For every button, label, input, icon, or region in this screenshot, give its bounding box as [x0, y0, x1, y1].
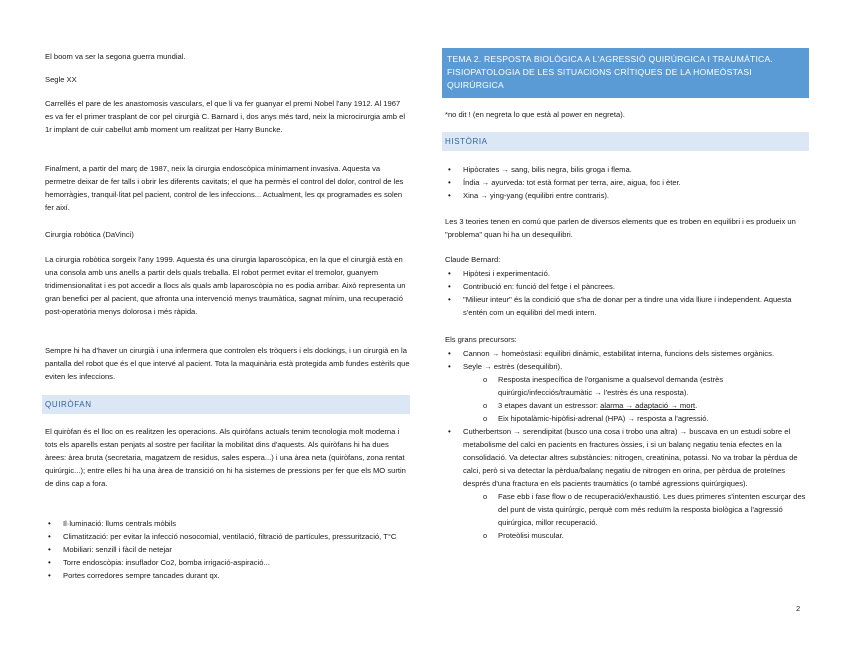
sub-list-item: o Proteòlisi muscular.	[445, 529, 809, 542]
subheading-precursors: Els grans precursors:	[445, 335, 517, 344]
list-item: • Hipòtesi i experimentació.	[445, 267, 809, 280]
list-item: • Índia → ayurveda: tot està format per terra, aire, aigua, foc i èter.	[445, 176, 809, 189]
list-item: • Xina → ying-yang (equilibri entre contraris).	[445, 189, 809, 202]
subheading-segle-xx: Segle XX	[45, 75, 77, 84]
section-heading-quirofan: QUIRÒFAN	[42, 395, 410, 414]
sub-list-item: o Resposta inespecífica de l'organisme a qualsevol demanda (estrès quirúrgic/infecciós/traumàtic → l'estrès és una resposta).	[445, 373, 809, 399]
chapter-title: TEMA 2. RESPOSTA BIOLÒGICA A L'AGRESSIÓ QUIRÚRGICA I TRAUMÀTICA. FISIOPATOLOGIA DE LES SITUACIONS CRÍTIQUES DE LA HOMEÒSTASI QUIRÚRGICA	[442, 48, 809, 98]
paragraph: Carrellés el pare de les anastomosis vasculars, el que li va fer guanyar el premi Nobel l'any 1912. Al 1967 es va fer el primer trasplant de cor pel cirurgià C. Barnard i, dos anys més tard, neix la microcirurgia amb el 1r implant de cuir cabellut amb moment um realitzat per Harry Buncke.	[45, 99, 406, 134]
section-heading-historia: HISTÒRIA	[442, 132, 809, 151]
quirofan-list	[45, 517, 410, 582]
page-number: 2	[796, 604, 801, 613]
list-item: • Torre endoscòpia: insuflador Co2, bomba irrigació-aspiració...	[45, 556, 410, 569]
precursors-list	[445, 347, 809, 542]
list-item: • Cutherbertson → serendipitat (busco una cosa i trobo una altra) → buscava en un estudi sobre el metabolisme del calci en pacients en fractures òssies, i si un balanç negatiu tenia efectes en la consolidació. Va detectar altres substàncies: nitrogen, creatinina, potassi. No va trobar la pèrdua de calci, però si va detectar la pèrdua/balanç negatiu de nitrogen en orina, per pèrdua de proteïnes després d'una fractura en els pacients traumàtics (o també agressions quirúrgiques).	[445, 425, 809, 490]
note: *no dit ! (en negreta lo que està al power en negreta).	[445, 110, 625, 119]
paragraph: La cirurgia robòtica sorgeix l'any 1999. Aquesta és una cirurgia laparoscòpica, en la que el cirurgià està en una consola amb uns anells a partir dels quals treballa. El robot permet evitar el tremolor, guanyem tridimensionalitat i es pot accedir a llocs als quals amb laparoscòpia no es podia arribar. Això representa un gran benefici per al pacient, que afronta una intervenció menys traumàtica, sagnat mínim, una recuperació post-operatòria menys dolorosa i més ràpida.	[45, 255, 406, 316]
list-item: • Il·luminació: llums centrals mòbils	[45, 517, 410, 530]
stages-underlined: alarma → adaptació → mort	[600, 401, 696, 410]
sub-list-item	[445, 399, 809, 412]
paragraph: Les 3 teories tenen en comú que parlen de diversos elements que es troben en equilibri i es produeix un "problema" quan hi ha un desequilibri.	[445, 217, 796, 239]
list-item: • Cannon → homeòstasi: equilibri dinàmic, estabilitat interna, funcions dels sistemes orgànics.	[445, 347, 809, 360]
list-item: • Climatització: per evitar la infecció nosocomial, ventilació, filtració de partícules, pressurització, T°C	[45, 530, 410, 543]
sub-item-text: .	[695, 401, 698, 410]
list-item: • Mobiliari: senzill i fàcil de netejar	[45, 543, 410, 556]
paragraph: El quiròfan és el lloc on es realitzen les operacions. Als quiròfans actuals tenim tecnologia molt moderna i tots els aparells estan penjats al sostre per facilitar la mobilitat dins d'aquests. Als quiròfans hi ha dues àrees: àrea bruta (secretaria, magatzem de residus, sales espera...) i una àrea neta (quiròfans, zona rentat quirúrgic...); entre elles hi ha una àrea de transició on hi ha sistemes de pressions per fer que els MO surtin de dins cap a fora.	[45, 427, 406, 488]
paragraph: Sempre hi ha d'haver un cirurgià i una infermera que controlen els tròquers i els dockings, i un cirurgià en la pantalla del robot que és el que intervé al pacient. Tota la maquinària està protegida amb fundes estèrils que eviten les infeccions.	[45, 346, 410, 381]
history-list	[445, 163, 809, 202]
list-item: • "Milieur inteur" és la condició que s'ha de donar per a tindre una vida lliure i independent. Aquesta s'entén com un equilibri del medi intern.	[445, 293, 809, 319]
list-item: • Contribució en: funció del fetge i el pàncrees.	[445, 280, 809, 293]
sub-list-item: o Eix hipotalàmic-hipòfisi-adrenal (HPA) → resposta a l'agressió.	[445, 412, 809, 425]
claude-list	[445, 267, 809, 319]
list-item: • Portes corredores sempre tancades durant qx.	[45, 569, 410, 582]
sub-list-item: o Fase ebb i fase flow o de recuperació/exhaustió. Les dues primeres s'intenten escurçar des del punt de vista quirúrgic, perquè com més reduïm la resposta biològica a l'agressió quirúrgica, millor recuperació.	[445, 490, 809, 529]
sub-item-text: 3 etapes davant un estressor:	[498, 401, 601, 410]
list-item: • Seyle → estrès (desequilibri).	[445, 360, 809, 373]
subheading-claude-bernard: Claude Bernard:	[445, 255, 501, 264]
list-item: • Hipòcrates → sang, bilis negra, bilis groga i flema.	[445, 163, 809, 176]
subheading-cirurgia-robotica: Cirurgia robòtica (DaVinci)	[45, 230, 134, 239]
paragraph: El boom va ser la segona guerra mundial.	[45, 52, 186, 61]
paragraph: Finalment, a partir del març de 1987, neix la cirurgia endoscòpica mínimament invasiva. Aquesta va permetre deixar de fer talls i obrir les diferents cavitats; el que ha permès el control del dolor, control de les hemorràgies, tranquil·litat pel pacient, control de les infeccions... Actualment, les qx programades es solen fer així.	[45, 164, 404, 212]
